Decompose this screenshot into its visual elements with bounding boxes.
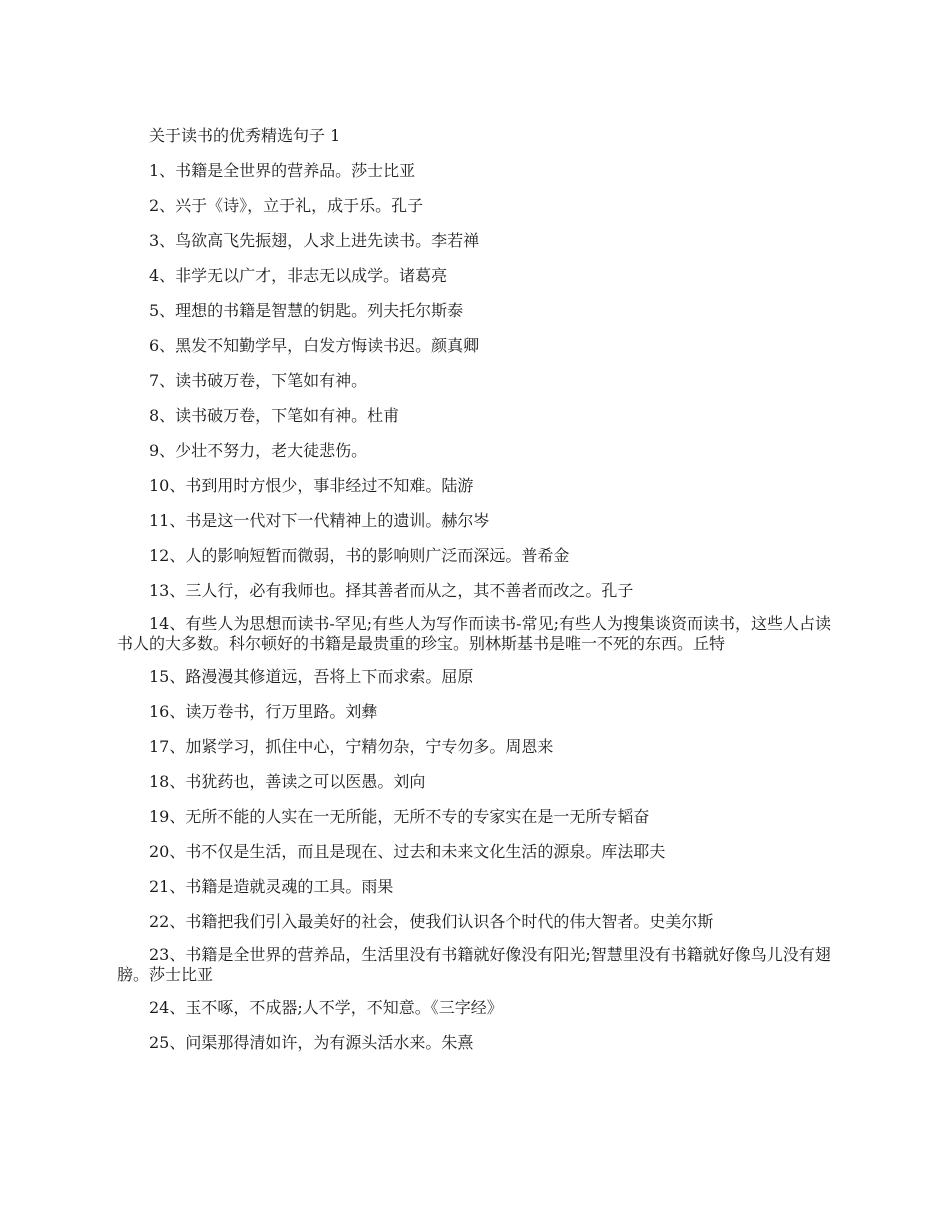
list-item: 22、书籍把我们引入最美好的社会，使我们认识各个时代的伟大智者。史美尔斯 <box>149 912 714 931</box>
list-item: 17、加紧学习，抓住中心，宁精勿杂，宁专勿多。周恩来 <box>149 737 554 756</box>
list-item: 20、书不仅是生活，而且是现在、过去和未来文化生活的源泉。库法耶夫 <box>149 842 666 861</box>
list-item: 5、理想的书籍是智慧的钥匙。列夫托尔斯泰 <box>149 301 464 320</box>
list-item: 24、玉不啄，不成器;人不学，不知意。《三字经》 <box>149 998 503 1017</box>
list-item: 9、少壮不努力，老大徒悲伤。 <box>149 441 368 460</box>
list-item: 3、鸟欲高飞先振翅，人求上进先读书。李若禅 <box>149 231 480 250</box>
list-item: 2、兴于《诗》，立于礼，成于乐。孔子 <box>149 196 424 215</box>
list-item: 12、人的影响短暂而微弱，书的影响则广泛而深远。普希金 <box>149 546 570 565</box>
list-item: 4、非学无以广才，非志无以成学。诸葛亮 <box>149 266 448 285</box>
list-item: 14、有些人为思想而读书-罕见;有些人为写作而读书-常见;有些人为搜集谈资而读书，这些人占读书人的大多数。科尔顿好的书籍是最贵重的珍宝。别林斯基书是唯一不死的东西。丘特 <box>117 614 831 653</box>
list-item: 18、书犹药也，善读之可以医愚。刘向 <box>149 772 426 791</box>
list-item: 13、三人行，必有我师也。择其善者而从之，其不善者而改之。孔子 <box>149 581 634 600</box>
list-item: 8、读书破万卷，下笔如有神。杜甫 <box>149 406 400 425</box>
list-item: 1、书籍是全世界的营养品。莎士比亚 <box>149 161 416 180</box>
list-item: 6、黑发不知勤学早，白发方悔读书迟。颜真卿 <box>149 336 480 355</box>
list-item: 16、读万卷书，行万里路。刘彝 <box>149 702 378 721</box>
list-item: 15、路漫漫其修道远，吾将上下而求索。屈原 <box>149 667 474 686</box>
list-item: 7、读书破万卷，下笔如有神。 <box>149 371 368 390</box>
list-item: 25、问渠那得清如许，为有源头活水来。朱熹 <box>149 1033 474 1052</box>
document-body <box>117 124 837 1066</box>
list-item: 19、无所不能的人实在一无所能，无所不专的专家实在是一无所专韬奋 <box>149 807 650 826</box>
document-title: 关于读书的优秀精选句子 1 <box>149 126 341 145</box>
list-item: 11、书是这一代对下一代精神上的遗训。赫尔岑 <box>149 511 490 530</box>
list-item: 21、书籍是造就灵魂的工具。雨果 <box>149 877 394 896</box>
list-item: 10、书到用时方恨少，事非经过不知难。陆游 <box>149 476 474 495</box>
list-item: 23、书籍是全世界的营养品，生活里没有书籍就好像没有阳光;智慧里没有书籍就好像鸟儿没有翅膀。莎士比亚 <box>117 945 831 984</box>
